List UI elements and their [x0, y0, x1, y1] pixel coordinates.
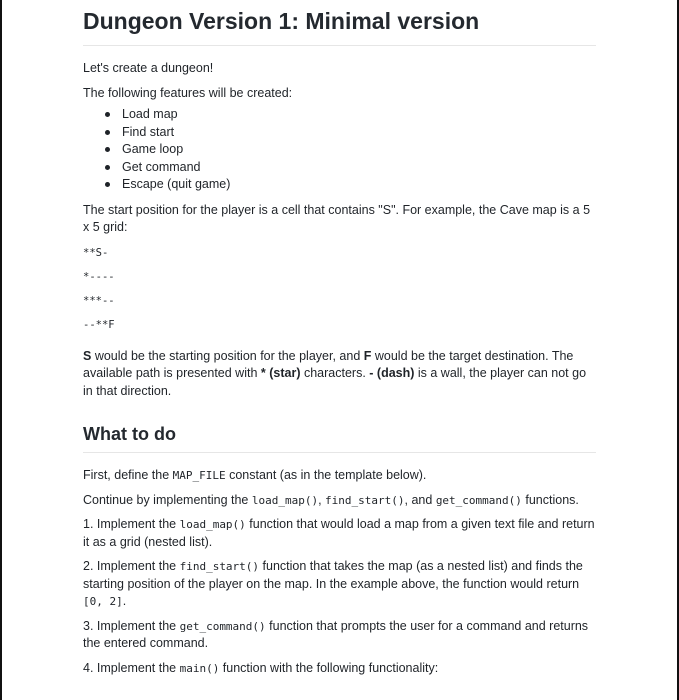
text: 4. Implement the	[83, 660, 180, 675]
start-description: The start position for the player is a cell that contains "S". For example, the Cave map is a 5 x 5 grid:	[83, 202, 591, 234]
text: function with the following functionality:	[219, 660, 439, 675]
legend-text: would be the target destination. The available path is presented with	[83, 348, 574, 380]
text: function that prompts the user for a command and returns the entered command.	[83, 618, 589, 650]
get-command-code: get_command()	[179, 619, 266, 633]
text: , and	[404, 492, 436, 507]
load-map-code: load_map()	[179, 518, 246, 531]
step-2-paragraph	[83, 558, 596, 611]
text: First, define the	[83, 468, 173, 482]
text: 1. Implement the	[83, 517, 180, 531]
f-symbol: F	[363, 348, 372, 363]
map-legend-paragraph	[83, 348, 596, 401]
intro-paragraph: Let's create a dungeon!	[83, 61, 214, 75]
list-item: Load map	[83, 106, 596, 124]
text: function that takes the map (as a nested list) and finds the starting position of the player on the map. In the example above, the function would return	[83, 559, 583, 591]
s-symbol: S	[83, 348, 92, 363]
text: 2. Implement the	[83, 559, 180, 573]
return-value-code: [0, 2]	[83, 595, 123, 608]
continue-paragraph	[83, 492, 596, 510]
map-row: **S-	[83, 246, 109, 259]
list-item: Find start	[83, 124, 596, 142]
find-start-code: find_start()	[179, 560, 260, 573]
map-row: --**F	[83, 318, 115, 331]
map-row: *----	[83, 270, 115, 283]
text: constant (as in the template below).	[225, 468, 427, 482]
map-example	[83, 246, 596, 332]
left-frame-border	[0, 0, 2, 700]
section-heading-what-to-do: What to do	[83, 420, 596, 453]
text: Continue by implementing the	[83, 492, 252, 507]
page-title: Dungeon Version 1: Minimal version	[83, 0, 596, 46]
features-intro: The following features will be created:	[83, 85, 293, 100]
legend-text: characters.	[300, 366, 370, 380]
text: .	[122, 594, 127, 608]
map-file-code: MAP_FILE	[172, 469, 226, 482]
text: ,	[318, 492, 326, 507]
step-1-paragraph	[83, 516, 596, 551]
star-symbol: * (star)	[260, 366, 301, 380]
text: functions.	[521, 492, 579, 507]
features-list	[83, 106, 596, 194]
dash-symbol: - (dash)	[369, 366, 415, 380]
list-item: Game loop	[83, 141, 596, 159]
document-content	[83, 0, 596, 677]
get-command-code: get_command()	[435, 493, 522, 507]
main-code: main()	[179, 661, 220, 675]
legend-text: is a wall, the player can not go in that direction.	[83, 366, 587, 398]
map-row: ***--	[83, 294, 115, 307]
load-map-code: load_map()	[251, 493, 319, 507]
text: function that would load a map from a given text file and return it as a grid (nested list).	[83, 517, 595, 549]
step-3-paragraph	[83, 618, 596, 653]
list-item: Get command	[83, 159, 596, 177]
legend-text: would be the starting position for the player, and	[91, 348, 364, 363]
list-item: Escape (quit game)	[83, 176, 596, 194]
define-paragraph	[83, 467, 596, 485]
find-start-code: find_start()	[325, 493, 405, 507]
text: 3. Implement the	[83, 618, 180, 633]
step-4-paragraph	[83, 660, 596, 678]
